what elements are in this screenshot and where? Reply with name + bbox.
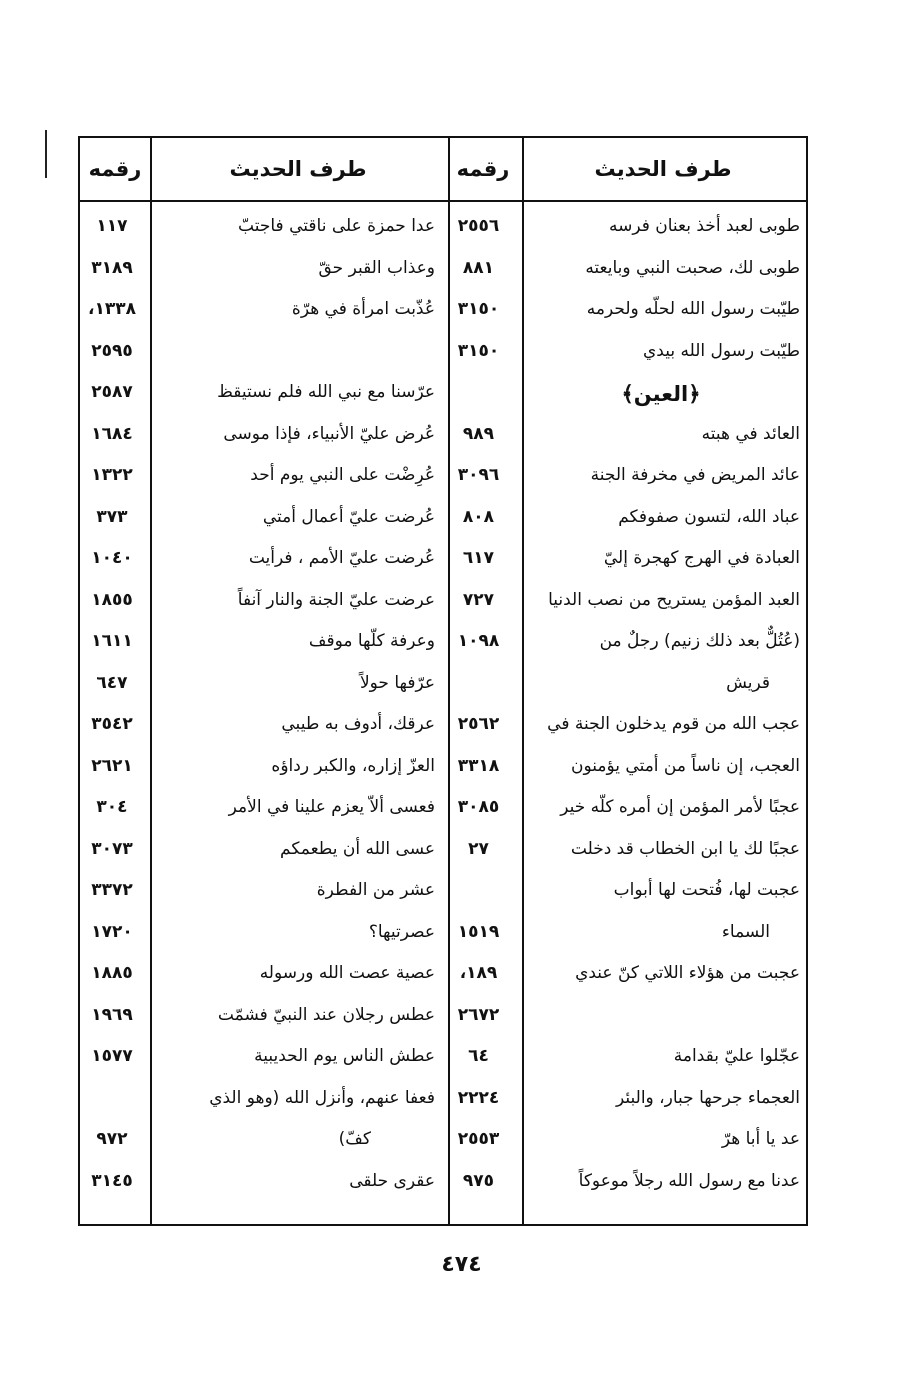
hadith-number-right: ٣٠٩٦ bbox=[457, 465, 500, 485]
hadith-text-right: عجبت لها، فُتحت لها أبواب bbox=[613, 880, 800, 900]
hadith-number-left: ١٦٨٤ bbox=[91, 423, 133, 444]
hadith-text-right: طيّبت رسول الله لحلّه ولحرمه bbox=[586, 299, 800, 319]
hadith-number-left: ١٥٧٧ bbox=[91, 1046, 133, 1066]
hadith-text-left: فعفا عنهم، وأنزل الله (وهو الذي bbox=[209, 1087, 435, 1108]
table-row bbox=[80, 507, 806, 537]
hadith-text-left: عُرضت عليّ الأمم ، فرأيت bbox=[248, 548, 435, 568]
table-row bbox=[80, 465, 806, 495]
hadith-number-right: ٣٠٨٥ bbox=[457, 797, 500, 817]
hadith-text-right: عد يا أبا هرّ bbox=[721, 1129, 800, 1149]
hadith-number-left: ٩٧٢ bbox=[96, 1129, 128, 1149]
hadith-number-left: ٣٧٣ bbox=[96, 506, 128, 527]
hadith-number-left: ٣١٨٩ bbox=[91, 257, 133, 278]
hadith-number-right: ٢٧ bbox=[468, 838, 489, 859]
hadith-text-left: عسى الله أن يطعمكم bbox=[280, 838, 435, 859]
hadith-number-right: ٢٥٦٢ bbox=[457, 714, 500, 734]
hadith-text-right: عجبًا لأمر المؤمن إن أمره كلّه خير bbox=[560, 797, 800, 817]
hadith-text-right: العبد المؤمن يستريح من نصب الدنيا bbox=[548, 589, 800, 610]
table-row bbox=[80, 631, 806, 661]
hadith-number-right: ١٠٩٨ bbox=[457, 631, 500, 651]
table-row bbox=[80, 590, 806, 620]
hadith-number-right: ٢٦٧٢ bbox=[457, 1004, 500, 1025]
hadith-number-left: ٢٦٢١ bbox=[91, 755, 133, 776]
hadith-number-right: ١٥١٩ bbox=[457, 921, 500, 942]
hadith-number-left: ٣٣٧٢ bbox=[91, 880, 133, 900]
table-row bbox=[80, 963, 806, 993]
hadith-number-right: ٩٧٥ bbox=[462, 1170, 495, 1191]
hadith-text-left: العزّ إزاره، والكبر رداؤه bbox=[271, 755, 435, 776]
hadith-text-left: عشر من الفطرة bbox=[316, 880, 435, 900]
hadith-number-left: ١٨٨٥ bbox=[91, 963, 133, 983]
table-row bbox=[80, 1129, 806, 1159]
hadith-text-left: عطش الناس يوم الحديبية bbox=[254, 1046, 435, 1066]
hadith-text-left: عدا حمزة على ناقتي فاجتبّ bbox=[238, 216, 435, 236]
table-row bbox=[80, 922, 806, 952]
hadith-text-right: طيّبت رسول الله بيدي bbox=[642, 340, 800, 361]
hadith-text-right: عدنا مع رسول الله رجلاً موعوكاً bbox=[578, 1170, 800, 1191]
table-row bbox=[80, 756, 806, 786]
hadith-text-left: عرّسنا مع نبي الله فلم نستيقظ bbox=[217, 382, 435, 402]
hadith-number-right: ٣١٥٠ bbox=[457, 340, 500, 361]
hadith-number-left: ٢٥٨٧ bbox=[91, 382, 133, 402]
hadith-text-right: عجّلوا عليّ بقدامة bbox=[673, 1046, 800, 1066]
hadith-text-right: عجبًا لك يا ابن الخطاب قد دخلت bbox=[570, 838, 800, 859]
hadith-number-right: ٨٠٨ bbox=[462, 506, 495, 527]
page-number: ٤٧٤ bbox=[441, 1252, 482, 1277]
hadith-text-left: عصية عصت الله ورسوله bbox=[259, 963, 435, 983]
table-row bbox=[80, 673, 806, 703]
hadith-text-left: عقرى حلقى bbox=[349, 1170, 435, 1191]
hadith-number-right: ٢٥٥٣ bbox=[457, 1129, 500, 1149]
table-row bbox=[80, 1171, 806, 1201]
hadith-text-right: العبادة في الهرج كهجرة إليّ bbox=[603, 548, 800, 568]
hadith-number-right: ٢٥٥٦ bbox=[457, 216, 500, 236]
table-row bbox=[80, 341, 806, 371]
hadith-number-right: ٨٨١ bbox=[462, 257, 495, 278]
hadith-text-left: عطس رجلان عند النبيّ فشمّت bbox=[217, 1004, 435, 1025]
hadith-number-right: ٦٤ bbox=[468, 1046, 489, 1066]
table-row bbox=[80, 216, 806, 246]
table-row bbox=[80, 1005, 806, 1035]
hadith-number-left: ٣٠٧٣ bbox=[91, 838, 133, 859]
hadith-number-left: ٣٠٤ bbox=[96, 797, 128, 817]
margin-mark bbox=[45, 130, 47, 178]
hadith-text-left: عُرِضْت على النبي يوم أحد bbox=[250, 465, 435, 485]
hadith-text-left: وعرفة كلّها موقف bbox=[308, 631, 435, 651]
hadith-text-right: طوبى لعبد أخذ بعنان فرسه bbox=[608, 216, 800, 236]
table-row bbox=[80, 714, 806, 744]
hadith-number-left: ١٣٣٨، bbox=[88, 299, 136, 319]
header-hadith-right: طرف الحديث bbox=[594, 157, 732, 181]
hadith-number-left: ٦٤٧ bbox=[96, 672, 128, 693]
header-hadith-left: طرف الحديث bbox=[229, 157, 367, 181]
hadith-text-right: عائد المريض في مخرفة الجنة bbox=[590, 465, 800, 485]
hadith-number-right: ٧٢٧ bbox=[462, 589, 495, 610]
hadith-number-right: ٣١٥٠ bbox=[457, 299, 500, 319]
table-row bbox=[80, 424, 806, 454]
hadith-text-right: عجب الله من قوم يدخلون الجنة في bbox=[547, 714, 800, 734]
hadith-text-right: ﴿العين﴾ bbox=[621, 382, 701, 406]
hadith-text-right: العائد في هبته bbox=[701, 423, 800, 444]
table-row bbox=[80, 258, 806, 288]
index-table bbox=[78, 136, 808, 1226]
hadith-text-left: عُذّبت امرأة في هرّة bbox=[291, 299, 435, 319]
hadith-number-left: ١١٧ bbox=[96, 216, 128, 236]
hadith-number-left: ١٩٦٩ bbox=[91, 1004, 133, 1025]
table-row bbox=[80, 1088, 806, 1118]
hadith-text-left: عصرتيها؟ bbox=[368, 921, 435, 942]
hadith-number-left: ١٦١١ bbox=[91, 631, 133, 651]
hadith-text-right: عباد الله، لتسون صفوفكم bbox=[618, 506, 800, 527]
hadith-number-right: ٣٣١٨ bbox=[457, 755, 500, 776]
hadith-number-left: ٣٥٤٢ bbox=[91, 714, 133, 734]
hadith-text-right: العجماء جرحها جبار، والبئر bbox=[616, 1087, 800, 1108]
hadith-text-left: عُرض عليّ الأنبياء، فإذا موسى bbox=[223, 423, 435, 444]
hadith-number-left: ١٧٢٠ bbox=[91, 921, 133, 942]
header-number-right: رقمه bbox=[456, 157, 510, 181]
hadith-text-left: وعذاب القبر حقّ bbox=[318, 257, 435, 278]
hadith-number-left: ١٨٥٥ bbox=[91, 589, 133, 610]
hadith-text-right: قريش bbox=[726, 672, 770, 693]
hadith-text-right: السماء bbox=[721, 921, 770, 942]
hadith-number-right: ١٨٩، bbox=[459, 963, 498, 983]
hadith-text-right: العجب، إن ناساً من أمتي يؤمنون bbox=[570, 755, 800, 776]
header-number-left: رقمه bbox=[88, 157, 142, 181]
table-row bbox=[80, 839, 806, 869]
header-divider bbox=[80, 200, 806, 202]
hadith-number-left: ١٠٤٠ bbox=[91, 548, 133, 568]
hadith-text-left: كفّ) bbox=[338, 1129, 371, 1149]
table-row bbox=[80, 382, 806, 412]
hadith-number-left: ١٣٢٢ bbox=[91, 465, 133, 485]
hadith-text-right: طوبى لك، صحبت النبي وبايعته bbox=[585, 257, 800, 278]
hadith-number-left: ٣١٤٥ bbox=[91, 1170, 133, 1191]
hadith-number-left: ٢٥٩٥ bbox=[91, 340, 133, 361]
table-row bbox=[80, 880, 806, 910]
table-row bbox=[80, 797, 806, 827]
hadith-text-left: فعسى ألاّ يعزم علينا في الأمر bbox=[228, 797, 435, 817]
hadith-number-right: ٢٢٢٤ bbox=[457, 1087, 500, 1108]
hadith-text-right: (عُتُلٌّ بعد ذلك زنيم) رجلٌ من bbox=[599, 631, 800, 651]
hadith-number-right: ٩٨٩ bbox=[462, 423, 495, 444]
hadith-text-left: عرقك، أدوف به طيبي bbox=[281, 714, 435, 734]
table-row bbox=[80, 548, 806, 578]
hadith-text-right: عجبت من هؤلاء اللاتي كنّ عندي bbox=[575, 963, 800, 983]
hadith-number-right: ٦١٧ bbox=[462, 548, 495, 568]
table-row bbox=[80, 1046, 806, 1076]
hadith-text-left: عرضت عليّ الجنة والنار آنفاً bbox=[237, 589, 435, 610]
hadith-text-left: عُرضت عليّ أعمال أمتي bbox=[262, 506, 435, 527]
hadith-text-left: عرّفها حولاً bbox=[359, 672, 435, 693]
table-row bbox=[80, 299, 806, 329]
